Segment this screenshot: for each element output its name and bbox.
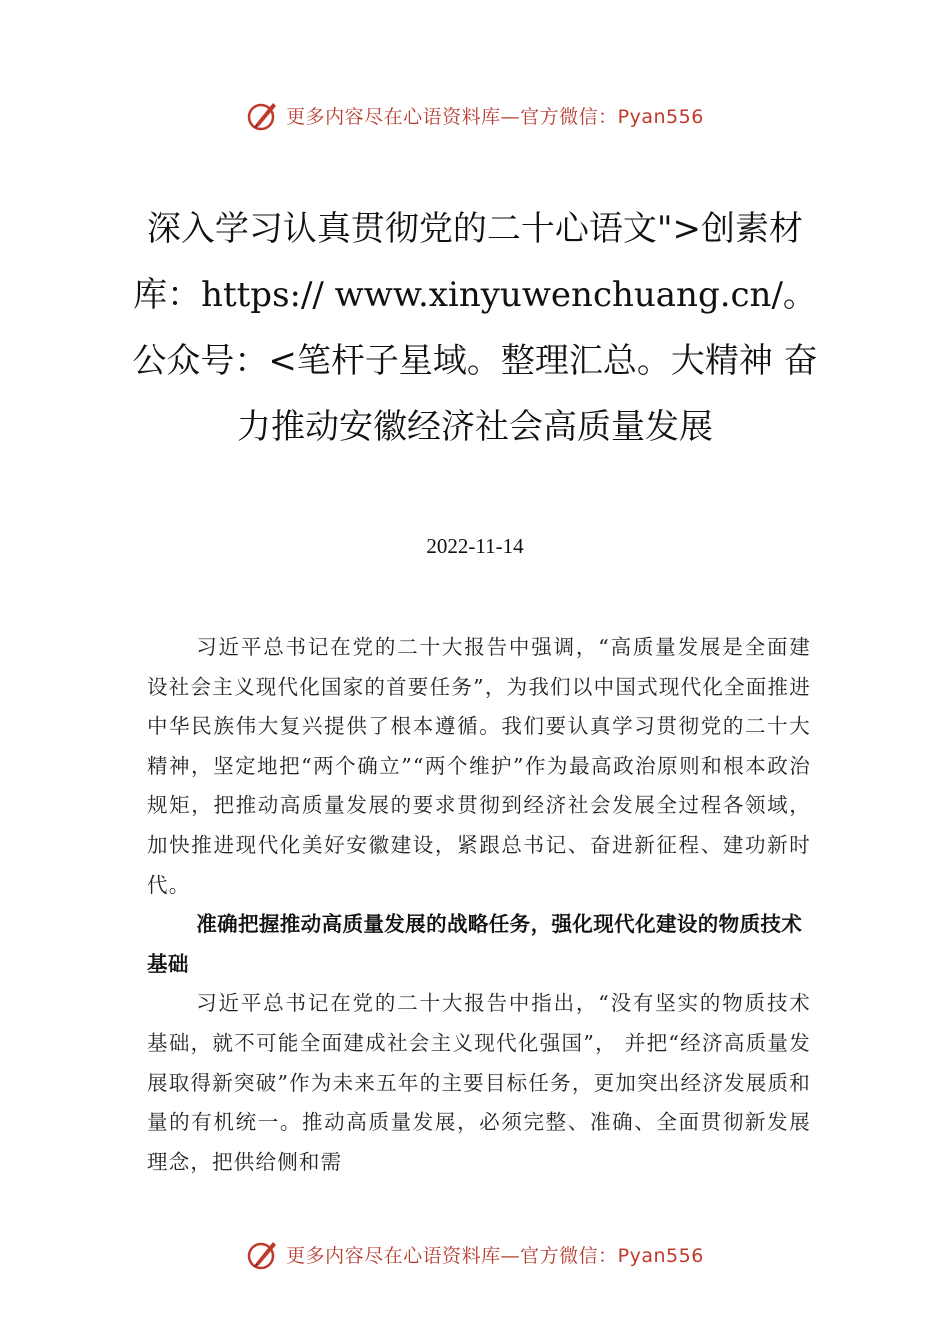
document-title: 深入学习认真贯彻党的二十心语文">创素材库：https:// www.xinyuwenchuang.cn/。公众号：<笔杆子星域。整理汇总。大精神 奋力推动安徽经济社会高质量发展 [132, 209, 818, 447]
banner-text: 更多内容尽在心语资料库—官方微信：Pyan556 [286, 1244, 704, 1267]
pen-logo-icon [246, 1237, 280, 1271]
document-body [147, 628, 811, 1182]
document-date: 2022-11-14 [426, 534, 524, 558]
wechat-account: Pyan556 [617, 1244, 704, 1267]
paragraph: 习近平总书记在党的二十大报告中强调，“高质量发展是全面建设社会主义现代化国家的首要任务”，为我们以中国式现代化全面推进中华民族伟大复兴提供了根本遵循。我们要认真学习贯彻党的二十大精神，坚定地把“两个确立”“两个维护”作为最高政治原则和根本政治规矩，把推动高质量发展的要求贯彻到经济社会发展全过程各领域，加快推进现代化美好安徽建设，紧跟总书记、奋进新征程、建功新时代。 [147, 635, 811, 897]
paragraph: 习近平总书记在党的二十大报告中指出，“没有坚实的物质技术基础，就不可能全面建成社会主义现代化强国”， 并把“经济高质量发展取得新突破”作为未来五年的主要目标任务，更加突出经济发展质和量的有机统一。推动高质量发展，必须完整、准确、全面贯彻新发展理念，把供给侧和需 [147, 991, 811, 1174]
header-banner [0, 95, 950, 135]
footer-banner [0, 1234, 950, 1274]
banner-text: 更多内容尽在心语资料库—官方微信：Pyan556 [286, 105, 704, 128]
section-heading: 准确把握推动高质量发展的战略任务，强化现代化建设的物质技术基础 [147, 912, 803, 976]
wechat-account: Pyan556 [617, 105, 704, 128]
pen-logo-icon [246, 98, 280, 132]
